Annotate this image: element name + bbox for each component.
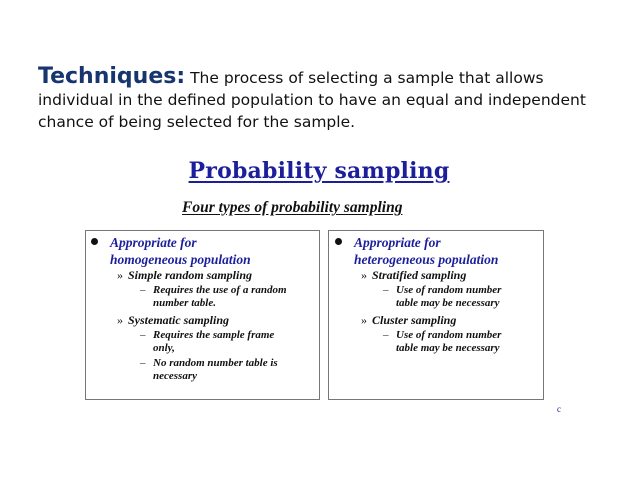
detail-dash-icon: –: [383, 329, 389, 341]
right-item1-detail1-line1: Use of random number: [396, 284, 502, 296]
corner-mark: c: [557, 404, 561, 414]
cluster-sampling-label: Cluster sampling: [372, 313, 457, 327]
figure-subtitle: Four types of probability sampling: [182, 199, 403, 216]
sub-marker-icon: »: [117, 268, 123, 282]
systematic-sampling-label: Systematic sampling: [128, 313, 230, 327]
sub-marker-icon: »: [117, 313, 123, 327]
left-item1: [117, 268, 252, 282]
detail-dash-icon: –: [140, 284, 146, 296]
left-item2-detail2-line2: necessary: [153, 370, 197, 382]
left-item2-detail2-line1: No random number table is: [153, 357, 278, 369]
left-bullet-icon: [91, 238, 98, 245]
right-bullet-icon: [335, 238, 342, 245]
left-item2-detail1-line1: Requires the sample frame: [153, 329, 275, 341]
right-item2-detail1-line2: table may be necessary: [396, 342, 500, 354]
left-heading-line1: Appropriate for: [110, 235, 197, 250]
right-heading-line2: heterogeneous population: [354, 252, 499, 267]
figure-title: Probability sampling: [188, 158, 450, 184]
left-item2-detail1-line2: only,: [153, 342, 175, 354]
right-item1-detail1-line2: table may be necessary: [396, 297, 500, 309]
detail-dash-icon: –: [383, 284, 389, 296]
sub-marker-icon: »: [361, 268, 367, 282]
left-heading-line2: homogeneous population: [110, 252, 251, 267]
sub-marker-icon: »: [361, 313, 367, 327]
detail-dash-icon: –: [140, 329, 146, 341]
intro-paragraph: [38, 66, 608, 133]
right-item2: [361, 313, 456, 327]
techniques-definition: The process of selecting a sample that allows individual in the defined population to have an equal and independent chance of being selected for the sample.: [38, 69, 586, 131]
simple-random-sampling-label: Simple random sampling: [128, 268, 253, 282]
right-heading-line1: Appropriate for: [354, 235, 441, 250]
detail-dash-icon: –: [140, 357, 146, 369]
techniques-heading: Techniques:: [38, 64, 186, 89]
left-item2: [117, 313, 229, 327]
stratified-sampling-label: Stratified sampling: [372, 268, 467, 282]
left-item1-detail1-line2: number table.: [153, 297, 216, 309]
left-item1-detail1-line1: Requires the use of a random: [153, 284, 287, 296]
right-item2-detail1-line1: Use of random number: [396, 329, 502, 341]
right-item1: [361, 268, 466, 282]
